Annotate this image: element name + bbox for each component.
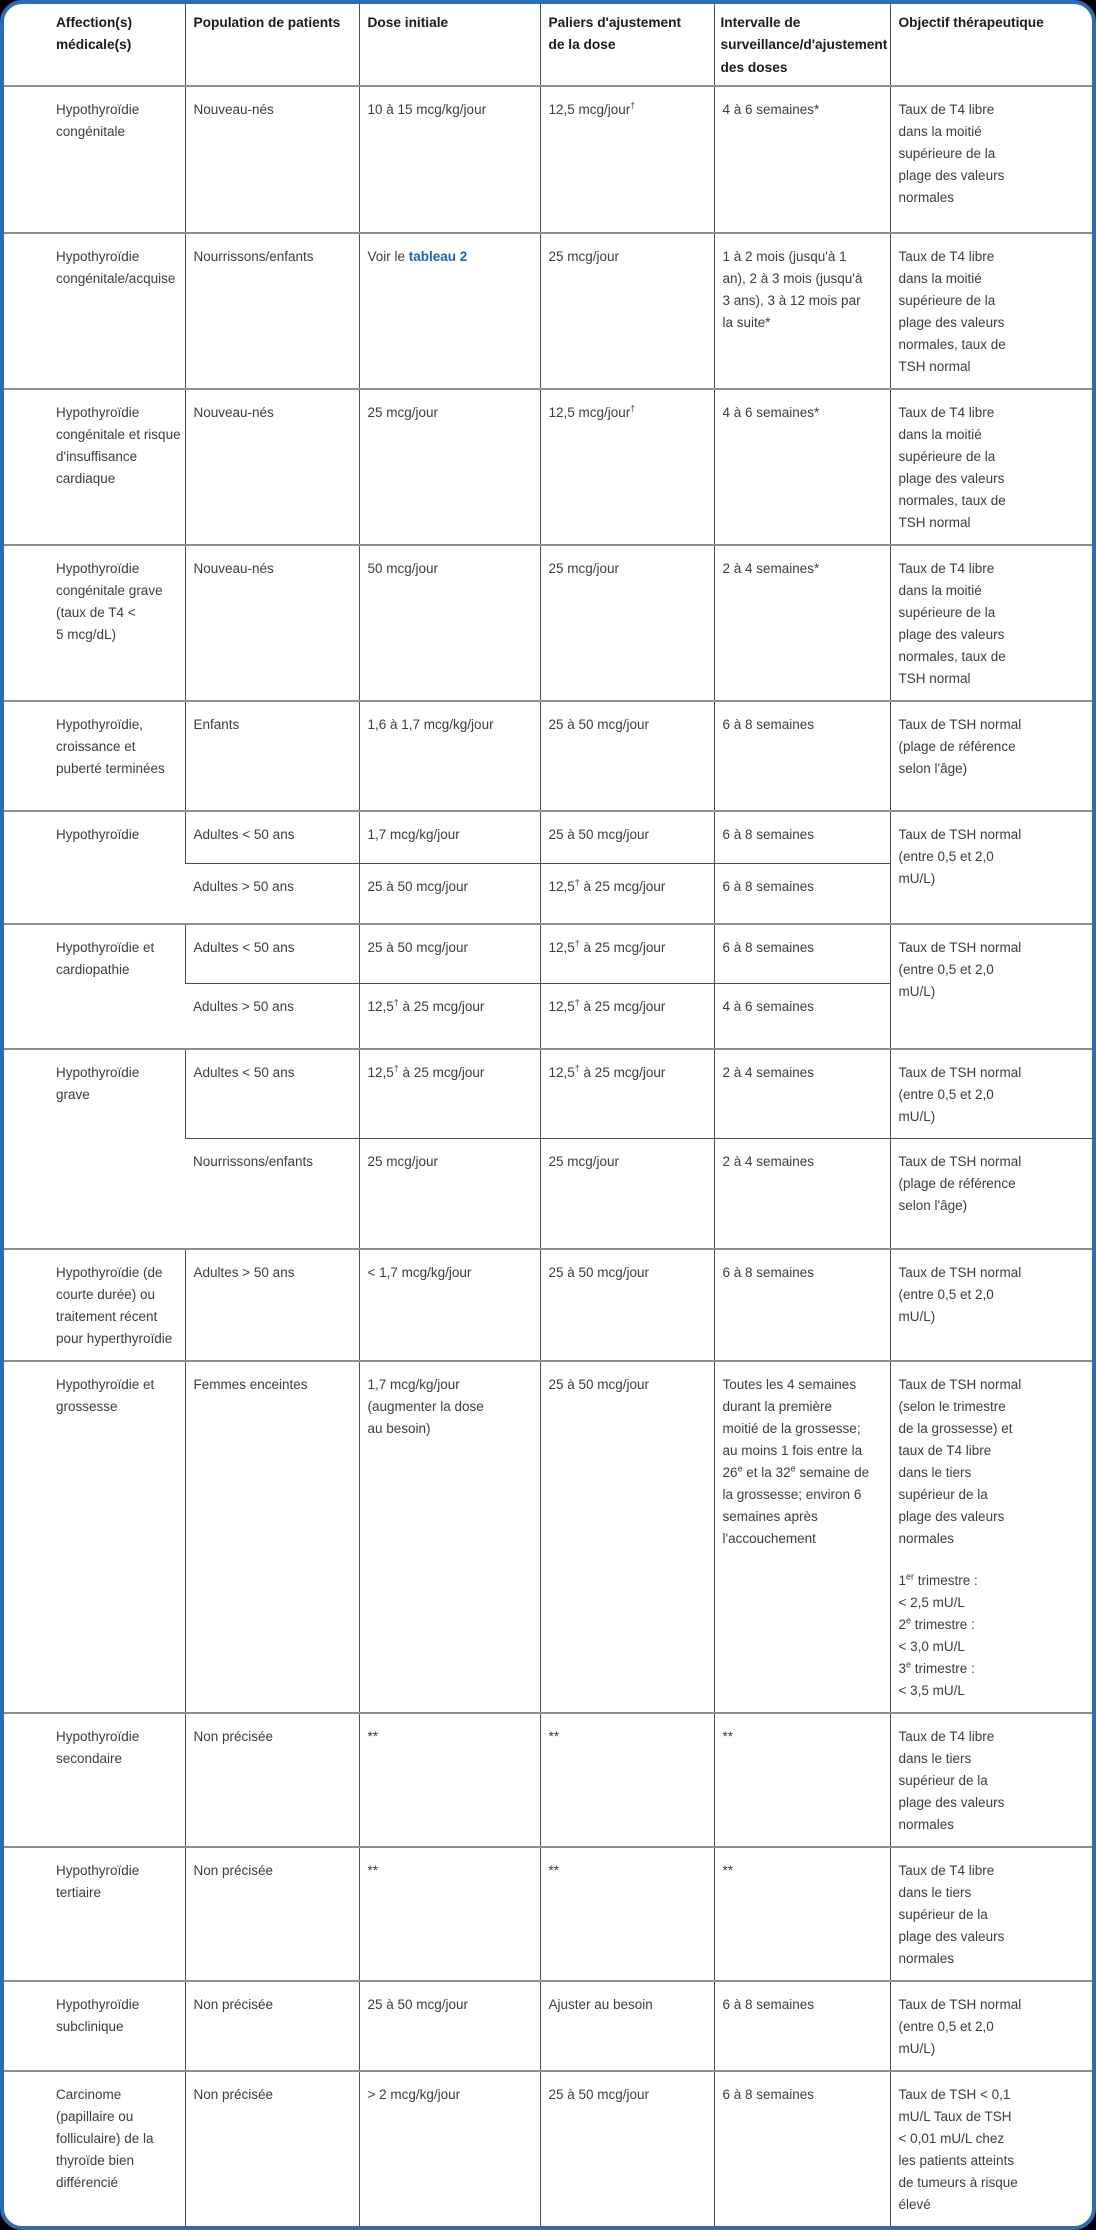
cell-paragraph: Nouveau-nés xyxy=(193,560,274,576)
cell-paragraph: Taux de TSH normal (entre 0,5 et 2,0 mU/L) xyxy=(898,939,1022,999)
cell-paragraph: 6 à 8 semaines xyxy=(722,716,815,732)
palier-cell xyxy=(540,389,714,545)
cell-paragraph: 1,7 mcg/kg/jour xyxy=(367,826,460,842)
palier-cell xyxy=(540,701,714,811)
cell-paragraph: 25 mcg/jour xyxy=(548,248,620,264)
dosage-table xyxy=(4,4,1092,2226)
cell-paragraph: 12,5† à 25 mcg/jour xyxy=(548,877,666,895)
superscript-marker: † xyxy=(630,403,636,414)
cell-paragraph: Taux de T4 libre dans le tiers supérieur de la plage des valeurs normales xyxy=(898,1729,1005,1833)
palier-cell xyxy=(540,1847,714,1981)
cell-paragraph: 25 mcg/jour xyxy=(548,560,620,576)
cell-paragraph: Adultes < 50 ans xyxy=(193,826,295,842)
dose-initiale-cell xyxy=(359,2071,540,2226)
cell-paragraph: 12,5 mcg/jour† xyxy=(548,403,636,420)
dose-initiale-cell xyxy=(359,86,540,233)
cell-paragraph: Taux de TSH < 0,1 mU/L Taux de TSH < 0,01 mU/L chez les patients atteints de tumeurs à risque élevé xyxy=(898,2087,1018,2213)
cell-paragraph: 25 à 50 mcg/jour xyxy=(367,1997,469,2013)
superscript-marker: † xyxy=(630,100,636,111)
cell-paragraph: Non précisée xyxy=(193,1997,274,2013)
cell-paragraph: 1 à 2 mois (jusqu'à 1 an), 2 à 3 mois (jusqu'à 3 ans), 3 à 12 mois par la suite* xyxy=(722,248,863,330)
objectif-cell xyxy=(890,924,1092,1049)
objectif-cell xyxy=(890,701,1092,811)
intervalle-cell xyxy=(714,389,890,545)
cell-paragraph: Taux de TSH normal (entre 0,5 et 2,0 mU/L) xyxy=(898,1265,1022,1325)
intervalle-cell xyxy=(714,1361,890,1713)
cell-paragraph: 4 à 6 semaines* xyxy=(722,404,820,420)
cell-paragraph: 25 à 50 mcg/jour xyxy=(367,939,469,955)
superscript-marker: e xyxy=(906,1659,912,1670)
affection-cell xyxy=(4,86,185,233)
cell-paragraph: Non précisée xyxy=(193,2087,274,2103)
population-cell xyxy=(185,2071,359,2226)
cell-paragraph: Adultes > 50 ans xyxy=(193,1265,295,1281)
affection-cell xyxy=(4,389,185,545)
cell-paragraph: 25 mcg/jour xyxy=(548,1153,620,1169)
affection-cell xyxy=(4,233,185,389)
table-row xyxy=(4,389,1092,545)
superscript-marker: † xyxy=(393,1063,399,1074)
superscript-marker: † xyxy=(574,938,580,949)
dose-initiale-cell xyxy=(359,984,540,1049)
cell-paragraph: 1,7 mcg/kg/jour (augmenter la dose au besoin) xyxy=(367,1377,484,1437)
cell-paragraph: 25 à 50 mcg/jour xyxy=(548,716,650,732)
population-cell xyxy=(185,701,359,811)
dose-initiale-cell xyxy=(359,1713,540,1847)
cell-paragraph: Hypothyroïdie congénitale/acquise xyxy=(56,248,176,286)
objectif-cell xyxy=(890,389,1092,545)
affection-cell xyxy=(4,1249,185,1361)
cell-paragraph: Non précisée xyxy=(193,1863,274,1879)
dose-initiale-cell xyxy=(359,864,540,924)
table-row xyxy=(4,2071,1092,2226)
population-cell xyxy=(185,545,359,701)
table-row xyxy=(4,1361,1092,1713)
cell-paragraph: Taux de T4 libre dans le tiers supérieur de la plage des valeurs normales xyxy=(898,1863,1005,1967)
cell-paragraph: Taux de T4 libre dans la moitié supérieure de la plage des valeurs normales, taux de TSH normal xyxy=(898,404,1006,530)
table-row xyxy=(4,233,1092,389)
affection-cell xyxy=(4,701,185,811)
cell-paragraph: 12,5† à 25 mcg/jour xyxy=(367,997,485,1015)
superscript-marker: er xyxy=(906,1571,915,1582)
table-row xyxy=(4,1847,1092,1981)
cell-paragraph: 2 à 4 semaines xyxy=(722,1064,815,1080)
cell-paragraph: Hypothyroïdie (de courte durée) ou traitement récent pour hyperthyroïdie xyxy=(56,1265,173,1347)
affection-cell xyxy=(4,2071,185,2226)
objectif-cell xyxy=(890,1713,1092,1847)
table-row xyxy=(4,924,1092,984)
column-header-paliers: Paliers d'ajustement de la dose xyxy=(540,4,714,86)
cell-paragraph: 25 à 50 mcg/jour xyxy=(548,2087,650,2103)
header-row xyxy=(4,4,1092,86)
intervalle-cell xyxy=(714,924,890,984)
dose-initiale-cell xyxy=(359,545,540,701)
cell-paragraph: Adultes < 50 ans xyxy=(193,939,295,955)
cell-paragraph: Nouveau-nés xyxy=(193,101,274,117)
superscript-marker: † xyxy=(393,997,399,1008)
objectif-cell xyxy=(890,2071,1092,2226)
superscript-marker: e xyxy=(790,1463,796,1474)
cell-paragraph: 6 à 8 semaines xyxy=(722,1997,815,2013)
cell-paragraph: 4 à 6 semaines* xyxy=(722,101,820,117)
objectif-cell xyxy=(890,1847,1092,1981)
superscript-marker: † xyxy=(574,877,580,888)
cell-paragraph: Taux de TSH normal (plage de référence selon l'âge) xyxy=(898,1153,1022,1213)
cell-paragraph: Taux de TSH normal (selon le trimestre de la grossesse) et taux de T4 libre dans le tiers supérieur de la plage des valeurs normales xyxy=(898,1377,1022,1547)
cell-paragraph: Hypothyroïdie et grossesse xyxy=(56,1377,155,1415)
cell-paragraph: 12,5† à 25 mcg/jour xyxy=(548,938,666,955)
intervalle-cell xyxy=(714,811,890,864)
cell-paragraph: Taux de TSH normal (plage de référence selon l'âge) xyxy=(898,716,1022,776)
cell-paragraph: Taux de T4 libre dans la moitié supérieure de la plage des valeurs normales, taux de TSH normal xyxy=(898,248,1006,374)
population-cell xyxy=(185,924,359,984)
objectif-cell xyxy=(890,1249,1092,1361)
intervalle-cell xyxy=(714,233,890,389)
table-row xyxy=(4,545,1092,701)
cell-paragraph: 6 à 8 semaines xyxy=(722,1265,815,1281)
cell-paragraph: ** xyxy=(722,1729,734,1745)
objectif-cell xyxy=(890,1981,1092,2071)
intervalle-cell xyxy=(714,1049,890,1139)
objectif-cell xyxy=(890,86,1092,233)
superscript-marker: e xyxy=(737,1463,743,1474)
affection-cell xyxy=(4,924,185,1049)
cell-paragraph: 12,5† à 25 mcg/jour xyxy=(367,1063,485,1080)
table-row xyxy=(4,1249,1092,1361)
table-row xyxy=(4,86,1092,233)
affection-cell xyxy=(4,1981,185,2071)
palier-cell xyxy=(540,984,714,1049)
population-cell xyxy=(185,811,359,864)
column-header-dose-initiale: Dose initiale xyxy=(359,4,540,86)
dose-initiale-cell xyxy=(359,924,540,984)
affection-cell xyxy=(4,545,185,701)
dose-initiale-cell xyxy=(359,1049,540,1139)
intervalle-cell xyxy=(714,1713,890,1847)
cell-paragraph: 12,5† à 25 mcg/jour xyxy=(548,1063,666,1080)
cell-paragraph: Ajuster au besoin xyxy=(548,1997,653,2013)
affection-cell xyxy=(4,1049,185,1250)
column-header-intervalle: Intervalle de surveillance/d'ajustement des doses xyxy=(714,4,890,86)
palier-cell xyxy=(540,545,714,701)
cell-paragraph: Taux de TSH normal (entre 0,5 et 2,0 mU/L) xyxy=(898,1997,1022,2057)
dose-initiale-cell xyxy=(359,701,540,811)
palier-cell xyxy=(540,1249,714,1361)
cell-paragraph: 6 à 8 semaines xyxy=(722,2087,815,2103)
cell-paragraph: Taux de TSH normal (entre 0,5 et 2,0 mU/L) xyxy=(898,1064,1022,1124)
column-header-population: Population de patients xyxy=(185,4,359,86)
population-cell xyxy=(185,864,359,924)
cell-paragraph: Hypothyroïdie et cardiopathie xyxy=(56,939,155,977)
cell-paragraph: 2 à 4 semaines xyxy=(722,1153,815,1169)
cell-paragraph: Non précisée xyxy=(193,1729,274,1745)
population-cell xyxy=(185,86,359,233)
table-row xyxy=(4,701,1092,811)
dose-initiale-cell xyxy=(359,811,540,864)
cell-paragraph: Hypothyroïdie congénitale grave (taux de T4 < 5 mcg/dL) xyxy=(56,560,163,642)
cell-paragraph: < 1,7 mcg/kg/jour xyxy=(367,1265,472,1281)
palier-cell xyxy=(540,924,714,984)
superscript-marker: † xyxy=(574,1063,580,1074)
dose-initiale-cell xyxy=(359,1847,540,1981)
cell-paragraph: 1er trimestre : < 2,5 mU/L 2e trimestre : < 3,0 mU/L 3e trimestre : < 3,5 mU/L xyxy=(898,1571,978,1699)
palier-cell xyxy=(540,1138,714,1249)
objectif-cell xyxy=(890,811,1092,924)
population-cell xyxy=(185,233,359,389)
tableau-2-link[interactable]: tableau 2 xyxy=(408,248,468,264)
cell-paragraph: 25 à 50 mcg/jour xyxy=(548,1377,650,1393)
cell-paragraph: 12,5† à 25 mcg/jour xyxy=(548,997,666,1015)
intervalle-cell xyxy=(714,1138,890,1249)
palier-cell xyxy=(540,1713,714,1847)
cell-paragraph: 6 à 8 semaines xyxy=(722,939,815,955)
intervalle-cell xyxy=(714,1847,890,1981)
cell-paragraph: 4 à 6 semaines xyxy=(722,999,815,1015)
affection-cell xyxy=(4,1713,185,1847)
population-cell xyxy=(185,1049,359,1139)
objectif-cell xyxy=(890,1138,1092,1249)
population-cell xyxy=(185,1981,359,2071)
table-row xyxy=(4,811,1092,864)
cell-paragraph: Hypothyroïdie, croissance et puberté terminées xyxy=(56,716,165,776)
cell-paragraph: 50 mcg/jour xyxy=(367,560,439,576)
cell-paragraph: 25 mcg/jour xyxy=(367,1153,439,1169)
cell-paragraph: ** xyxy=(367,1863,379,1879)
cell-paragraph: Hypothyroïdie subclinique xyxy=(56,1997,140,2035)
cell-paragraph: ** xyxy=(367,1729,379,1745)
cell-paragraph: Taux de T4 libre dans la moitié supérieure de la plage des valeurs normales xyxy=(898,101,1005,205)
population-cell xyxy=(185,1361,359,1713)
cell-paragraph: > 2 mcg/kg/jour xyxy=(367,2087,461,2103)
palier-cell xyxy=(540,233,714,389)
intervalle-cell xyxy=(714,2071,890,2226)
table-row xyxy=(4,1713,1092,1847)
cell-paragraph: Toutes les 4 semaines durant la première moitié de la grossesse; au moins 1 fois entre la 26e et la 32e semaine de la grossesse; environ 6 semaines après l'accouchement xyxy=(722,1377,870,1547)
cell-paragraph: 10 à 15 mcg/kg/jour xyxy=(367,101,487,117)
intervalle-cell xyxy=(714,545,890,701)
cell-paragraph: ** xyxy=(548,1729,560,1745)
table-row xyxy=(4,1049,1092,1139)
cell-paragraph: Hypothyroïdie congénitale xyxy=(56,101,140,139)
population-cell xyxy=(185,389,359,545)
affection-cell xyxy=(4,1847,185,1981)
cell-paragraph: Voir le tableau 2 xyxy=(367,248,468,264)
superscript-marker: e xyxy=(906,1615,912,1626)
population-cell xyxy=(185,1713,359,1847)
dose-initiale-cell xyxy=(359,389,540,545)
intervalle-cell xyxy=(714,1249,890,1361)
dose-initiale-cell xyxy=(359,1138,540,1249)
cell-paragraph: 6 à 8 semaines xyxy=(722,826,815,842)
intervalle-cell xyxy=(714,1981,890,2071)
intervalle-cell xyxy=(714,701,890,811)
cell-paragraph: Taux de T4 libre dans la moitié supérieure de la plage des valeurs normales, taux de TSH normal xyxy=(898,560,1006,686)
affection-cell xyxy=(4,1361,185,1713)
cell-paragraph: Hypothyroïdie congénitale et risque d'insuffisance cardiaque xyxy=(56,404,181,486)
cell-paragraph: Nourrissons/enfants xyxy=(193,1153,314,1169)
cell-paragraph: 25 à 50 mcg/jour xyxy=(548,826,650,842)
population-cell xyxy=(185,1847,359,1981)
cell-paragraph: Hypothyroïdie grave xyxy=(56,1064,140,1102)
cell-paragraph: Enfants xyxy=(193,716,240,732)
cell-paragraph: 25 à 50 mcg/jour xyxy=(548,1265,650,1281)
dose-initiale-cell xyxy=(359,233,540,389)
cell-paragraph: ** xyxy=(548,1863,560,1879)
objectif-cell xyxy=(890,233,1092,389)
cell-paragraph: Femmes enceintes xyxy=(193,1377,308,1393)
dose-initiale-cell xyxy=(359,1361,540,1713)
intervalle-cell xyxy=(714,984,890,1049)
population-cell xyxy=(185,1249,359,1361)
dose-initiale-cell xyxy=(359,1249,540,1361)
cell-paragraph: 6 à 8 semaines xyxy=(722,879,815,895)
superscript-marker: † xyxy=(574,997,580,1008)
palier-cell xyxy=(540,2071,714,2226)
objectif-cell xyxy=(890,545,1092,701)
cell-paragraph: Adultes > 50 ans xyxy=(193,999,294,1015)
cell-paragraph: Carcinome (papillaire ou folliculaire) de la thyroïde bien différencié xyxy=(56,2087,154,2191)
palier-cell xyxy=(540,86,714,233)
cell-paragraph: 2 à 4 semaines* xyxy=(722,560,820,576)
palier-cell xyxy=(540,1361,714,1713)
cell-paragraph: 12,5 mcg/jour† xyxy=(548,100,636,117)
population-cell xyxy=(185,984,359,1049)
palier-cell xyxy=(540,811,714,864)
cell-paragraph: ** xyxy=(722,1863,734,1879)
cell-paragraph: Hypothyroïdie tertiaire xyxy=(56,1863,140,1901)
cell-paragraph: Hypothyroïdie xyxy=(56,826,140,842)
objectif-cell xyxy=(890,1049,1092,1139)
intervalle-cell xyxy=(714,86,890,233)
affection-cell xyxy=(4,811,185,924)
palier-cell xyxy=(540,1981,714,2071)
population-cell xyxy=(185,1138,359,1249)
cell-paragraph: Adultes < 50 ans xyxy=(193,1064,295,1080)
palier-cell xyxy=(540,864,714,924)
cell-paragraph: Taux de TSH normal (entre 0,5 et 2,0 mU/L) xyxy=(898,826,1022,886)
cell-paragraph: Nourrissons/enfants xyxy=(193,248,314,264)
cell-paragraph: Adultes > 50 ans xyxy=(193,879,294,895)
cell-paragraph: Hypothyroïdie secondaire xyxy=(56,1729,140,1767)
intervalle-cell xyxy=(714,864,890,924)
dose-initiale-cell xyxy=(359,1981,540,2071)
cell-paragraph: 25 mcg/jour xyxy=(367,404,439,420)
palier-cell xyxy=(540,1049,714,1139)
column-header-affection: Affection(s) médicale(s) xyxy=(56,15,133,53)
table-row xyxy=(4,1981,1092,2071)
cell-paragraph: 1,6 à 1,7 mcg/kg/jour xyxy=(367,716,494,732)
cell-paragraph: Nouveau-nés xyxy=(193,404,274,420)
objectif-cell xyxy=(890,1361,1092,1713)
cell-paragraph: 25 à 50 mcg/jour xyxy=(367,879,469,895)
column-header-objectif: Objectif thérapeutique xyxy=(890,4,1092,86)
